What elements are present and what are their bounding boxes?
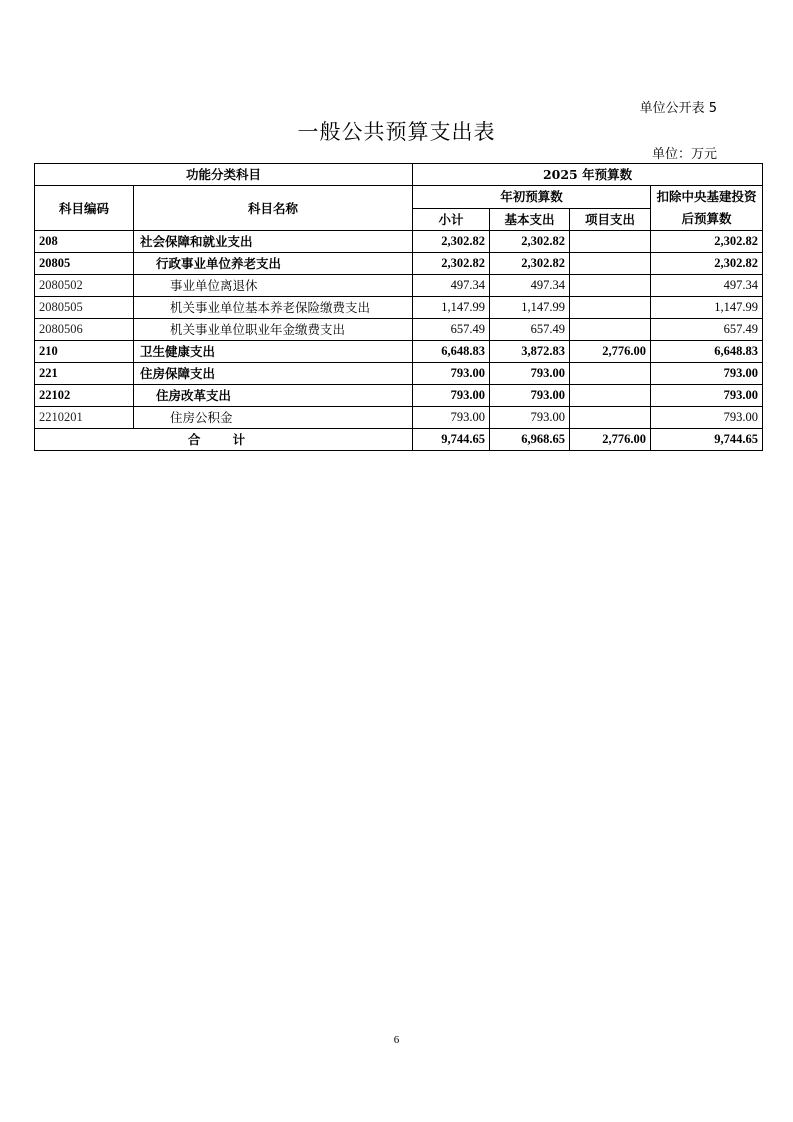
table-row — [35, 385, 763, 407]
table-row — [35, 297, 763, 319]
total-subtotal: 9,744.65 — [413, 429, 490, 451]
table-row — [35, 275, 763, 297]
cell-name: 卫生健康支出 — [134, 341, 413, 363]
initial-budget-header: 年初预算数 — [413, 186, 651, 209]
total-basic: 6,968.65 — [490, 429, 570, 451]
page-title: 一般公共预算支出表 — [297, 120, 496, 144]
cell-basic: 793.00 — [490, 363, 570, 385]
cell-basic: 793.00 — [490, 407, 570, 429]
cell-name: 住房公积金 — [134, 407, 413, 429]
cell-name: 行政事业单位养老支出 — [134, 253, 413, 275]
total-excluding: 9,744.65 — [651, 429, 763, 451]
cell-excluding: 657.49 — [651, 319, 763, 341]
cell-excluding: 6,648.83 — [651, 341, 763, 363]
name-header: 科目名称 — [134, 186, 413, 231]
document-label: 单位公开表 5 — [639, 101, 717, 116]
cell-name: 机关事业单位职业年金缴费支出 — [134, 319, 413, 341]
cell-name: 机关事业单位基本养老保险缴费支出 — [134, 297, 413, 319]
cell-code: 2210201 — [35, 407, 134, 429]
cell-project — [570, 275, 651, 297]
cell-project — [570, 385, 651, 407]
cell-basic: 2,302.82 — [490, 231, 570, 253]
cell-project — [570, 297, 651, 319]
cell-basic: 2,302.82 — [490, 253, 570, 275]
cell-name: 住房保障支出 — [134, 363, 413, 385]
cell-subtotal: 2,302.82 — [413, 231, 490, 253]
cell-project — [570, 319, 651, 341]
cell-subtotal: 2,302.82 — [413, 253, 490, 275]
unit-label: 单位：万元 — [651, 147, 717, 162]
total-row — [35, 429, 763, 451]
cell-subtotal: 793.00 — [413, 407, 490, 429]
cell-subtotal: 793.00 — [413, 363, 490, 385]
budget-table-body — [35, 231, 763, 451]
cell-name: 社会保障和就业支出 — [134, 231, 413, 253]
cell-project — [570, 231, 651, 253]
cell-code: 221 — [35, 363, 134, 385]
cell-project: 2,776.00 — [570, 341, 651, 363]
table-row — [35, 363, 763, 385]
cell-excluding: 497.34 — [651, 275, 763, 297]
total-label: 合 计 — [35, 429, 413, 451]
code-header: 科目编码 — [35, 186, 134, 231]
cell-code: 208 — [35, 231, 134, 253]
cell-excluding: 793.00 — [651, 385, 763, 407]
budget-year-header: 2025 年预算数 — [413, 164, 763, 186]
cell-code: 22102 — [35, 385, 134, 407]
budget-table — [34, 163, 763, 451]
page-number: 6 — [393, 1034, 400, 1046]
total-project: 2,776.00 — [570, 429, 651, 451]
cell-subtotal: 1,147.99 — [413, 297, 490, 319]
cell-excluding: 1,147.99 — [651, 297, 763, 319]
table-row — [35, 407, 763, 429]
cell-code: 2080502 — [35, 275, 134, 297]
cell-name: 事业单位离退休 — [134, 275, 413, 297]
table-row — [35, 341, 763, 363]
cell-code: 20805 — [35, 253, 134, 275]
cell-excluding: 793.00 — [651, 363, 763, 385]
cell-excluding: 793.00 — [651, 407, 763, 429]
cell-excluding: 2,302.82 — [651, 253, 763, 275]
table-row — [35, 319, 763, 341]
project-header: 项目支出 — [570, 208, 651, 231]
cell-basic: 1,147.99 — [490, 297, 570, 319]
cell-project — [570, 407, 651, 429]
basic-header: 基本支出 — [490, 208, 570, 231]
cell-excluding: 2,302.82 — [651, 231, 763, 253]
cell-basic: 3,872.83 — [490, 341, 570, 363]
cell-subtotal: 6,648.83 — [413, 341, 490, 363]
table-row — [35, 231, 763, 253]
subtotal-header: 小计 — [413, 208, 490, 231]
cell-code: 2080506 — [35, 319, 134, 341]
cell-subtotal: 497.34 — [413, 275, 490, 297]
func-category-header: 功能分类科目 — [35, 164, 413, 186]
cell-basic: 793.00 — [490, 385, 570, 407]
cell-project — [570, 363, 651, 385]
cell-subtotal: 793.00 — [413, 385, 490, 407]
cell-code: 2080505 — [35, 297, 134, 319]
table-row — [35, 253, 763, 275]
cell-subtotal: 657.49 — [413, 319, 490, 341]
cell-project — [570, 253, 651, 275]
cell-code: 210 — [35, 341, 134, 363]
cell-basic: 497.34 — [490, 275, 570, 297]
excluding-central-header: 扣除中央基建投资后预算数 — [651, 186, 763, 231]
cell-name: 住房改革支出 — [134, 385, 413, 407]
cell-basic: 657.49 — [490, 319, 570, 341]
